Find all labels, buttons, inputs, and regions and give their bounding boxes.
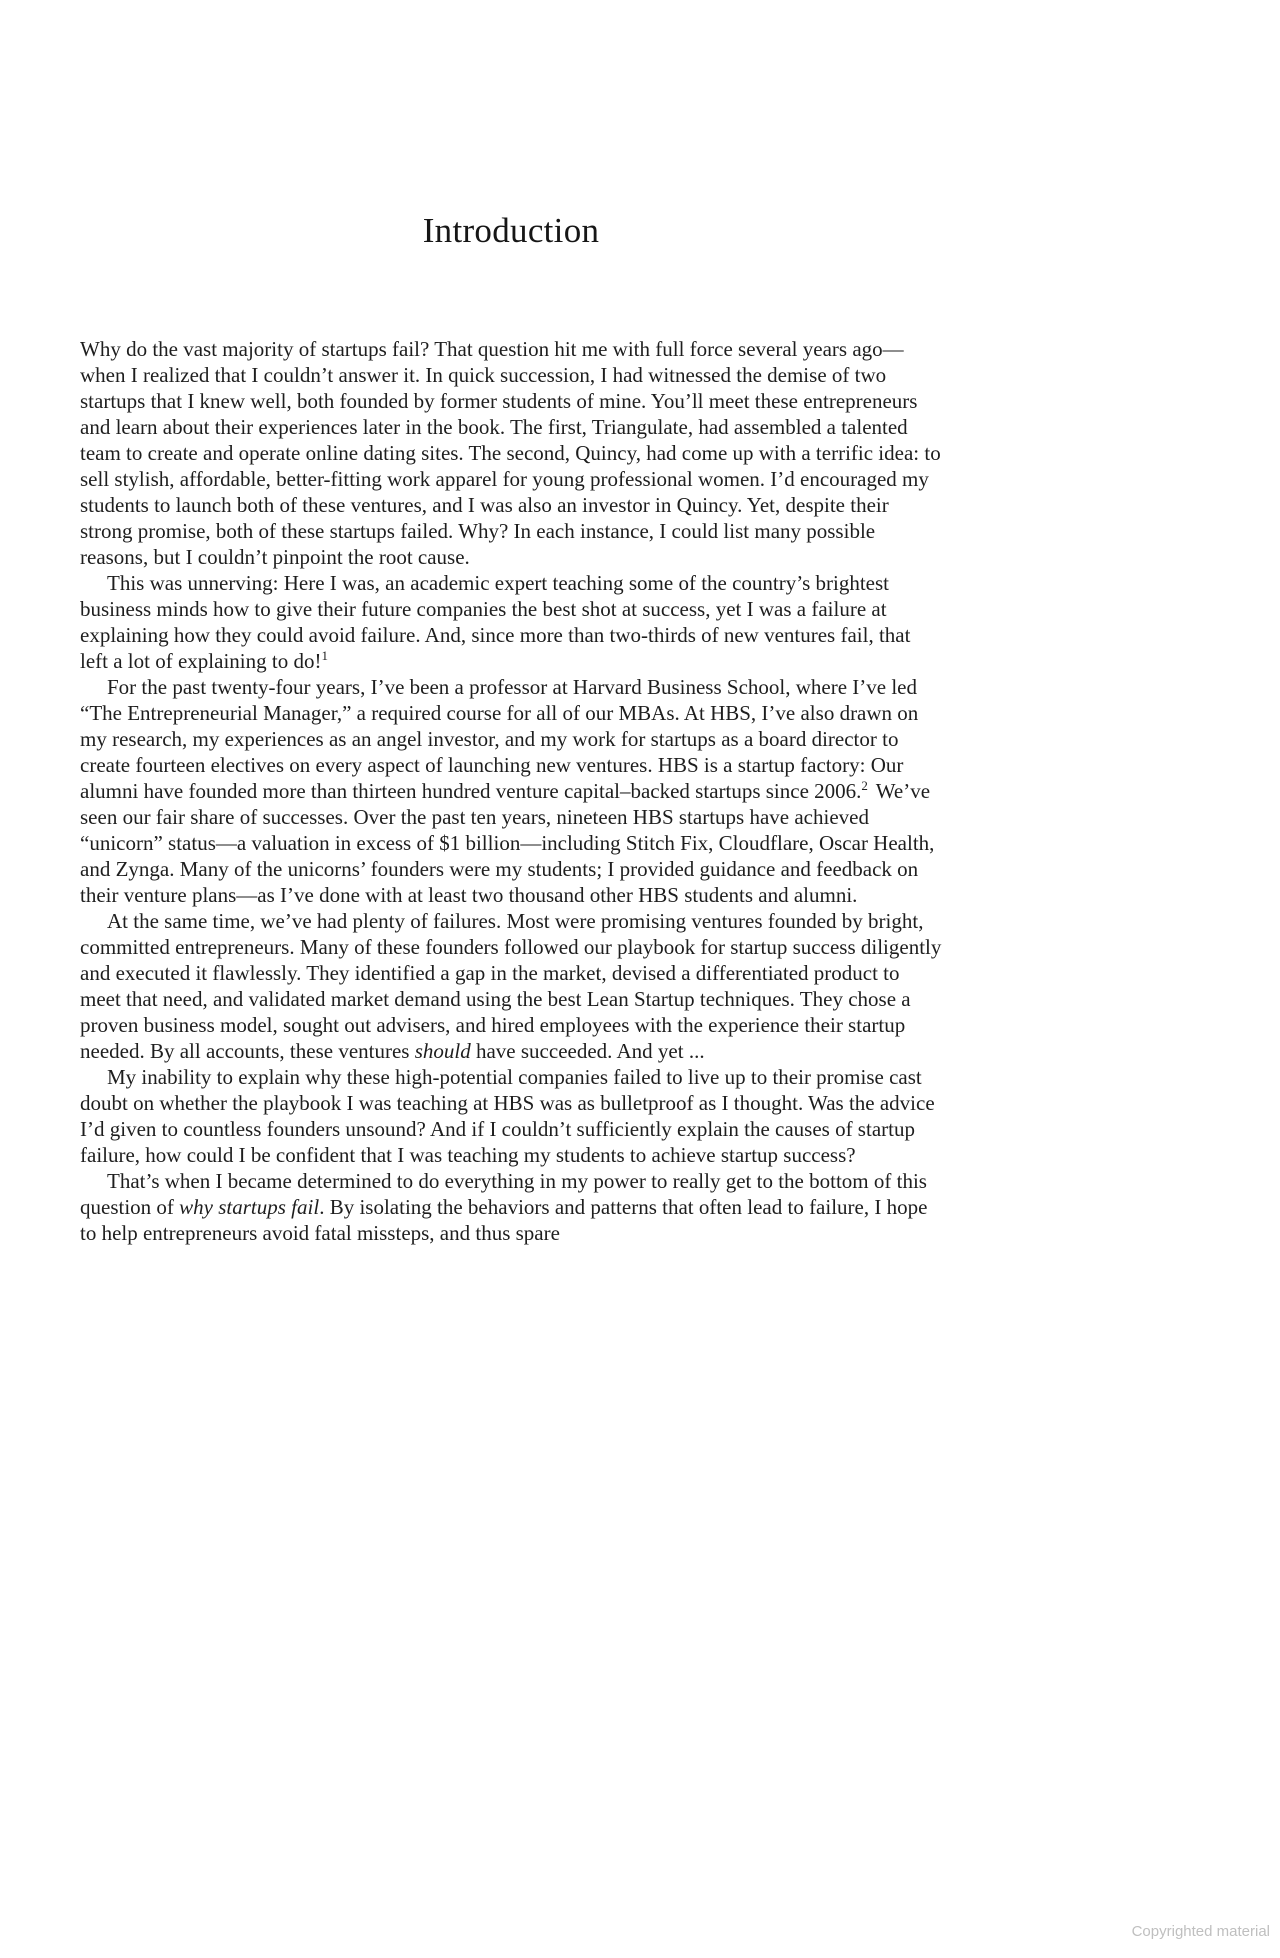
paragraph-6: [80, 1168, 942, 1246]
footnote-ref-1: 1: [321, 648, 328, 663]
paragraph-4-text-a: At the same time, we’ve had plenty of failures. Most were promising ventures founded by bright, committed entrepreneurs. Many of these founders followed our playbook for startup success diligently and executed it flawlessly. They identified a gap in the market, devised a differentiated product to meet that need, and validated market demand using the best Lean Startup techniques. They chose a proven business model, sought out advisers, and hired employees with the experience their startup needed. By all accounts, these ventures: [80, 909, 942, 1063]
paragraph-4-text-b: have succeeded. And yet ...: [470, 1039, 705, 1063]
body-text: [80, 252, 942, 1246]
paragraph-6-text-a: That’s when I became determined to do everything in my power to really get to the bottom of this question of: [80, 1169, 927, 1219]
paragraph-5: My inability to explain why these high-potential companies failed to live up to their promise cast doubt on whether the playbook I was teaching at HBS was as bulletproof as I thought. Was the advice I’d given to countless founders unsound? And if I couldn’t sufficiently explain the causes of startup failure, how could I be confident that I was teaching my students to achieve startup success?: [80, 1065, 935, 1167]
chapter-title: Introduction: [422, 211, 600, 250]
paragraph-6-italic: why startups fail: [179, 1195, 320, 1219]
paragraph-3: [80, 674, 942, 908]
paragraph-4: [80, 908, 942, 1064]
paragraph-3-text-b: We’ve seen our fair share of successes. Over the past ten years, nineteen HBS startups have achieved “unicorn” status—a valuation in excess of $1 billion—including Stitch Fix, Cloudflare, Oscar Health, and Zynga. Many of the unicorns’ founders were my students; I provided guidance and feedback on their venture plans—as I’ve done with at least two thousand other HBS students and alumni.: [80, 779, 935, 907]
paragraph-2-text: This was unnerving: Here I was, an academic expert teaching some of the country’s brightest business minds how to give their future companies the best shot at success, yet I was a failure at explaining how they could avoid failure. And, since more than two-thirds of new ventures fail, that left a lot of explaining to do!: [80, 571, 911, 673]
paragraph-3-text-a: For the past twenty-four years, I’ve been a professor at Harvard Business School, where I’ve led “The Entrepreneurial Manager,” a required course for all of our MBAs. At HBS, I’ve also drawn on my research, my experiences as an angel investor, and my work for startups as a board director to create fourteen electives on every aspect of launching new ventures. HBS is a startup factory: Our alumni have founded more than thirteen hundred venture capital–backed startups since 2006.: [80, 675, 919, 803]
paragraph-1: Why do the vast majority of startups fail? That question hit me with full force several years ago—when I realized that I couldn’t answer it. In quick succession, I had witnessed the demise of two startups that I knew well, both founded by former students of mine. You’ll meet these entrepreneurs and learn about their experiences later in the book. The first, Triangulate, had assembled a talented team to create and operate online dating sites. The second, Quincy, had come up with a terrific idea: to sell stylish, affordable, better-fitting work apparel for young professional women. I’d encouraged my students to launch both of these ventures, and I was also an investor in Quincy. Yet, despite their strong promise, both of these startups failed. Why? In each instance, I could list many possible reasons, but I couldn’t pinpoint the root cause.: [80, 337, 941, 569]
paragraph-6-text-b: . By isolating the behaviors and patterns that often lead to failure, I hope to help entrepreneurs avoid fatal missteps, and thus spare: [80, 1195, 928, 1245]
paragraph-2: [80, 570, 942, 674]
paragraph-4-italic: should: [414, 1039, 471, 1063]
book-page: [80, 0, 942, 1246]
copyright-watermark: Copyrighted material: [1131, 1923, 1270, 1940]
footnote-ref-2: 2: [861, 778, 868, 793]
